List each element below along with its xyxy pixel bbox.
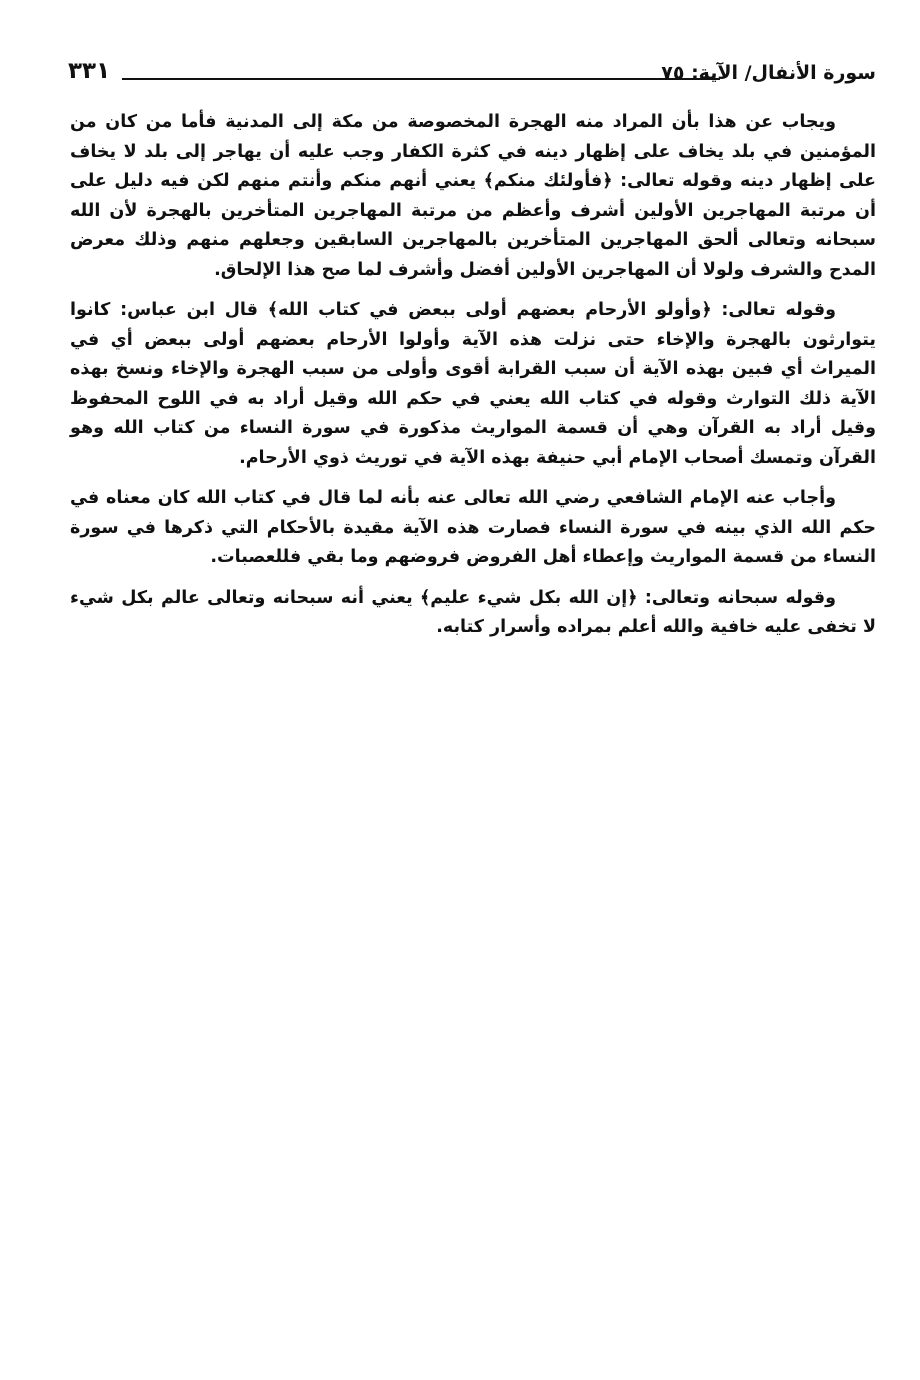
page-number: ٣٣١ [68, 58, 111, 84]
paragraph: وقوله تعالى: ﴿وأولو الأرحام بعضهم أولى ببعض في كتاب الله﴾ قال ابن عباس: كانوا يتوارثون بالهجرة والإخاء حتى نزلت هذه الآية وأولوا الأرحام بعضهم أولى ببعض أي في الميراث أي فبين بهذه الآية أن سبب القرابة أقوى وأولى من سبب الهجرة والإخاء ونسخ بهذه الآية ذلك التوارث وقوله في كتاب الله يعني في حكم الله وقيل أراد به في اللوح المحفوظ وقيل أراد به القرآن وهي أن قسمة المواريث مذكورة في سورة النساء من كتاب الله وهو القرآن وتمسك أصحاب الإمام أبي حنيفة بهذه الآية في توريث ذوي الأرحام. [70, 300, 876, 468]
paragraph: ويجاب عن هذا بأن المراد منه الهجرة المخصوصة من مكة إلى المدنية فأما من كان من المؤمنين في بلد يخاف على إظهار دينه في كثرة الكفار وجب عليه أن يهاجر إلى بلد لا يخاف على إظهار دينه وقوله تعالى: ﴿فأولئك منكم﴾ يعني أنهم منكم وأنتم منهم لكن فيه دليل على أن مرتبة المهاجرين الأولين أشرف وأعظم من مرتبة المهاجرين المتأخرين بالهجرة لأن الله سبحانه وتعالى ألحق المهاجرين المتأخرين بالمهاجرين السابقين وجعلهم منهم وذلك معرض المدح والشرف ولولا أن المهاجرين الأولين أفضل وأشرف لما صح هذا الإلحاق. [70, 112, 876, 280]
header-rule [122, 78, 720, 80]
page-header [68, 58, 876, 92]
body-text [70, 108, 876, 654]
paragraph: وأجاب عنه الإمام الشافعي رضي الله تعالى عنه بأنه لما قال في كتاب الله كان معناه في حكم الله الذي بينه في سورة النساء فصارت هذه الآية مقيدة بالأحكام التي ذكرها في سورة النساء من قسمة المواريث وإعطاء أهل الفروض فروضهم وما بقي فللعصبات. [70, 488, 876, 567]
paragraph: وقوله سبحانه وتعالى: ﴿إن الله بكل شيء عليم﴾ يعني أنه سبحانه وتعالى عالم بكل شيء لا تخفى عليه خافية والله أعلم بمراده وأسرار كتابه. [70, 587, 876, 637]
running-head: سورة الأنفال/ الآية: ٧٥ [661, 62, 876, 84]
